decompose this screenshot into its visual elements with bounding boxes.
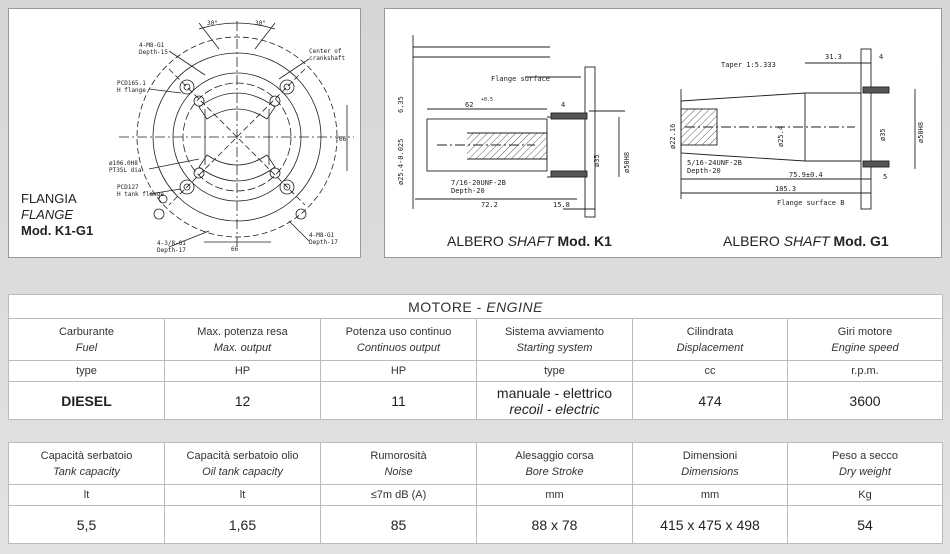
flange-label-center: Center of bbox=[309, 48, 342, 55]
k1-label-dim-62: 62 bbox=[465, 101, 474, 109]
header-en: Engine speed bbox=[831, 341, 899, 354]
engine-title-it: MOTORE bbox=[408, 298, 473, 315]
value-cell-max-output: 12 bbox=[165, 382, 321, 420]
g1-label-taper: Taper 1:5.333 bbox=[721, 61, 776, 69]
header-en: Fuel bbox=[75, 341, 98, 354]
flange-label-angle-b: 30° bbox=[255, 20, 266, 27]
g1-label-dim-313: 31.3 bbox=[825, 53, 842, 61]
value-cell-fuel: DIESEL bbox=[9, 382, 165, 420]
header-it: Rumorosità bbox=[370, 449, 427, 462]
flange-label-hole-bl: 4-3/8-G1 bbox=[157, 240, 186, 247]
k1-label-dim-50: ø50H8 bbox=[623, 151, 631, 173]
k1-caption-model: Mod. K1 bbox=[557, 233, 612, 249]
header-it: Capacità serbatoio bbox=[40, 449, 133, 462]
k1-label-dim-722: 72.2 bbox=[481, 201, 498, 209]
engine-table-unit-row bbox=[9, 361, 943, 382]
g1-label-dim-1053: 105.3 bbox=[775, 185, 797, 193]
flange-label-hole-br-2: Depth-17 bbox=[309, 239, 338, 246]
k1-label-dim-35: ø35 bbox=[593, 154, 601, 167]
g1-label-depth: Depth-20 bbox=[687, 167, 721, 175]
k1-label-depth: Depth-20 bbox=[451, 187, 485, 195]
k1-label-dim-25: ø25.4-0.025 bbox=[397, 138, 405, 185]
flange-label-pilot-2: PT3SL dia bbox=[109, 167, 142, 174]
g1-label-dim-2216: ø22.16 bbox=[669, 123, 677, 149]
unit-cell: cc bbox=[633, 361, 788, 382]
tank-table-value-row bbox=[9, 506, 943, 544]
flange-label-hole-top: 4-M8-G1 bbox=[139, 42, 165, 49]
engine-table-header-row bbox=[9, 319, 943, 361]
tank-spec-table bbox=[8, 442, 943, 544]
flange-label-pcd-2: H flange bbox=[117, 87, 146, 94]
shaft-drawing-panel bbox=[384, 8, 942, 258]
engine-col-header bbox=[477, 319, 633, 361]
unit-cell: type bbox=[477, 361, 633, 382]
value-cell-noise: 85 bbox=[321, 506, 477, 544]
engine-table-value-row bbox=[9, 382, 943, 420]
flange-label-hole-br: 4-M8-G1 bbox=[309, 232, 335, 239]
unit-cell: mm bbox=[633, 485, 788, 506]
tank-col-header bbox=[633, 443, 788, 485]
g1-label-dim-4: 4 bbox=[879, 53, 884, 61]
tank-col-header bbox=[9, 443, 165, 485]
k1-label-dim-62-tol: +0.5 bbox=[481, 97, 494, 103]
value-cell-oil-tank-capacity: 1,65 bbox=[165, 506, 321, 544]
header-en: Dimensions bbox=[681, 465, 739, 478]
flange-caption-en: FLANGE bbox=[21, 207, 74, 222]
g1-label-dim-5: 5 bbox=[883, 173, 888, 181]
g1-caption bbox=[723, 233, 889, 249]
flange-label-dim-v: 66 bbox=[339, 136, 347, 143]
engine-title-en: ENGINE bbox=[486, 298, 543, 315]
k1-label-dim-63: 6.35 bbox=[397, 96, 405, 113]
k1-caption bbox=[447, 233, 612, 249]
k1-label-thread: 7/16-20UNF-2B bbox=[451, 179, 506, 187]
header-it: Carburante bbox=[58, 325, 115, 338]
g1-label-dim-254: ø25.4 bbox=[777, 125, 785, 147]
value-cell-engine-speed: 3600 bbox=[788, 382, 943, 420]
flange-label-hole-bl-2: Depth-17 bbox=[157, 247, 186, 254]
flange-label-pcd2-2: H tank flange bbox=[117, 191, 164, 198]
unit-cell: HP bbox=[321, 361, 477, 382]
flange-caption bbox=[21, 191, 93, 239]
header-en: Tank capacity bbox=[53, 465, 120, 478]
header-it: Capacità serbatoio olio bbox=[186, 449, 299, 462]
g1-caption-model: Mod. G1 bbox=[833, 233, 889, 249]
value-cell-continuous-output: 11 bbox=[321, 382, 477, 420]
header-it: Peso a secco bbox=[831, 449, 899, 462]
engine-col-header bbox=[9, 319, 165, 361]
unit-cell: mm bbox=[477, 485, 633, 506]
unit-cell: lt bbox=[9, 485, 165, 506]
header-it: Dimensioni bbox=[682, 449, 738, 462]
tank-col-header bbox=[321, 443, 477, 485]
k1-caption-en: SHAFT bbox=[507, 233, 554, 249]
header-it: Cilindrata bbox=[686, 325, 734, 338]
shaft-drawings bbox=[385, 9, 942, 258]
tank-col-header bbox=[477, 443, 633, 485]
flange-label-center-2: crankshaft bbox=[309, 55, 346, 62]
g1-label-dim-35: ø35 bbox=[879, 128, 887, 141]
header-it: Alesaggio corsa bbox=[515, 449, 594, 462]
g1-label-thread: 5/16-24UNF-2B bbox=[687, 159, 742, 167]
header-en: Dry weight bbox=[839, 465, 891, 478]
flange-caption-model: Mod. K1-G1 bbox=[21, 223, 94, 238]
engine-col-header bbox=[321, 319, 477, 361]
g1-label-dim-5008: ø50H8 bbox=[917, 121, 925, 143]
k1-label-dim-4: 4 bbox=[561, 101, 566, 109]
g1-label-dim-759: 75.9±0.4 bbox=[789, 171, 823, 179]
header-en: Noise bbox=[384, 465, 413, 478]
engine-col-header bbox=[165, 319, 321, 361]
value-cell-tank-capacity: 5,5 bbox=[9, 506, 165, 544]
tank-col-header bbox=[165, 443, 321, 485]
engine-spec-table bbox=[8, 294, 943, 420]
g1-caption-it: ALBERO bbox=[723, 233, 780, 249]
engine-title-sep: - bbox=[476, 298, 482, 315]
g1-label-flange-surface: Flange surface B bbox=[777, 199, 845, 207]
header-en: Starting system bbox=[516, 341, 593, 354]
engine-col-header bbox=[788, 319, 943, 361]
unit-cell: HP bbox=[165, 361, 321, 382]
k1-label-flange-surface: Flange surface bbox=[491, 75, 551, 83]
header-it: Sistema avviamento bbox=[504, 325, 605, 338]
tank-table-header-row bbox=[9, 443, 943, 485]
starting-it: manuale - elettrico bbox=[496, 384, 613, 401]
header-en: Continuos output bbox=[356, 341, 441, 354]
k1-label-dim-158: 15.8 bbox=[553, 201, 570, 209]
tank-table-unit-row bbox=[9, 485, 943, 506]
flange-label-pilot: ø106.0H8 bbox=[109, 160, 138, 167]
header-en: Max. output bbox=[213, 341, 272, 354]
engine-table-title bbox=[9, 295, 943, 319]
unit-cell: lt bbox=[165, 485, 321, 506]
flange-label-pcd2: PCD127 bbox=[117, 184, 139, 191]
flange-label-angle-a: 30° bbox=[207, 20, 218, 27]
value-cell-dimensions: 415 x 475 x 498 bbox=[633, 506, 788, 544]
flange-drawing-panel bbox=[8, 8, 361, 258]
flange-caption-it: FLANGIA bbox=[21, 191, 77, 206]
value-cell-displacement: 474 bbox=[633, 382, 788, 420]
tank-col-header bbox=[788, 443, 943, 485]
k1-caption-it: ALBERO bbox=[447, 233, 504, 249]
header-en: Displacement bbox=[676, 341, 744, 354]
flange-label-hole-top-depth: Depth-15 bbox=[139, 49, 168, 56]
engine-table-title-row bbox=[9, 295, 943, 319]
flange-label-pcd: PCD165.1 bbox=[117, 80, 146, 87]
flange-label-dim-h: 66 bbox=[231, 246, 239, 253]
header-it: Giri motore bbox=[837, 325, 893, 338]
g1-caption-en: SHAFT bbox=[783, 233, 830, 249]
unit-cell: r.p.m. bbox=[788, 361, 943, 382]
header-it: Max. potenza resa bbox=[197, 325, 288, 338]
unit-cell: type bbox=[9, 361, 165, 382]
engine-col-header bbox=[633, 319, 788, 361]
header-it: Potenza uso continuo bbox=[345, 325, 452, 338]
header-en: Oil tank capacity bbox=[202, 465, 283, 478]
value-cell-starting-system bbox=[477, 382, 633, 420]
unit-cell: Kg bbox=[788, 485, 943, 506]
unit-cell: ≤7m dB (A) bbox=[321, 485, 477, 506]
value-cell-dry-weight: 54 bbox=[788, 506, 943, 544]
starting-en: recoil - electric bbox=[509, 400, 600, 417]
value-cell-bore-stroke: 88 x 78 bbox=[477, 506, 633, 544]
header-en: Bore Stroke bbox=[525, 465, 584, 478]
